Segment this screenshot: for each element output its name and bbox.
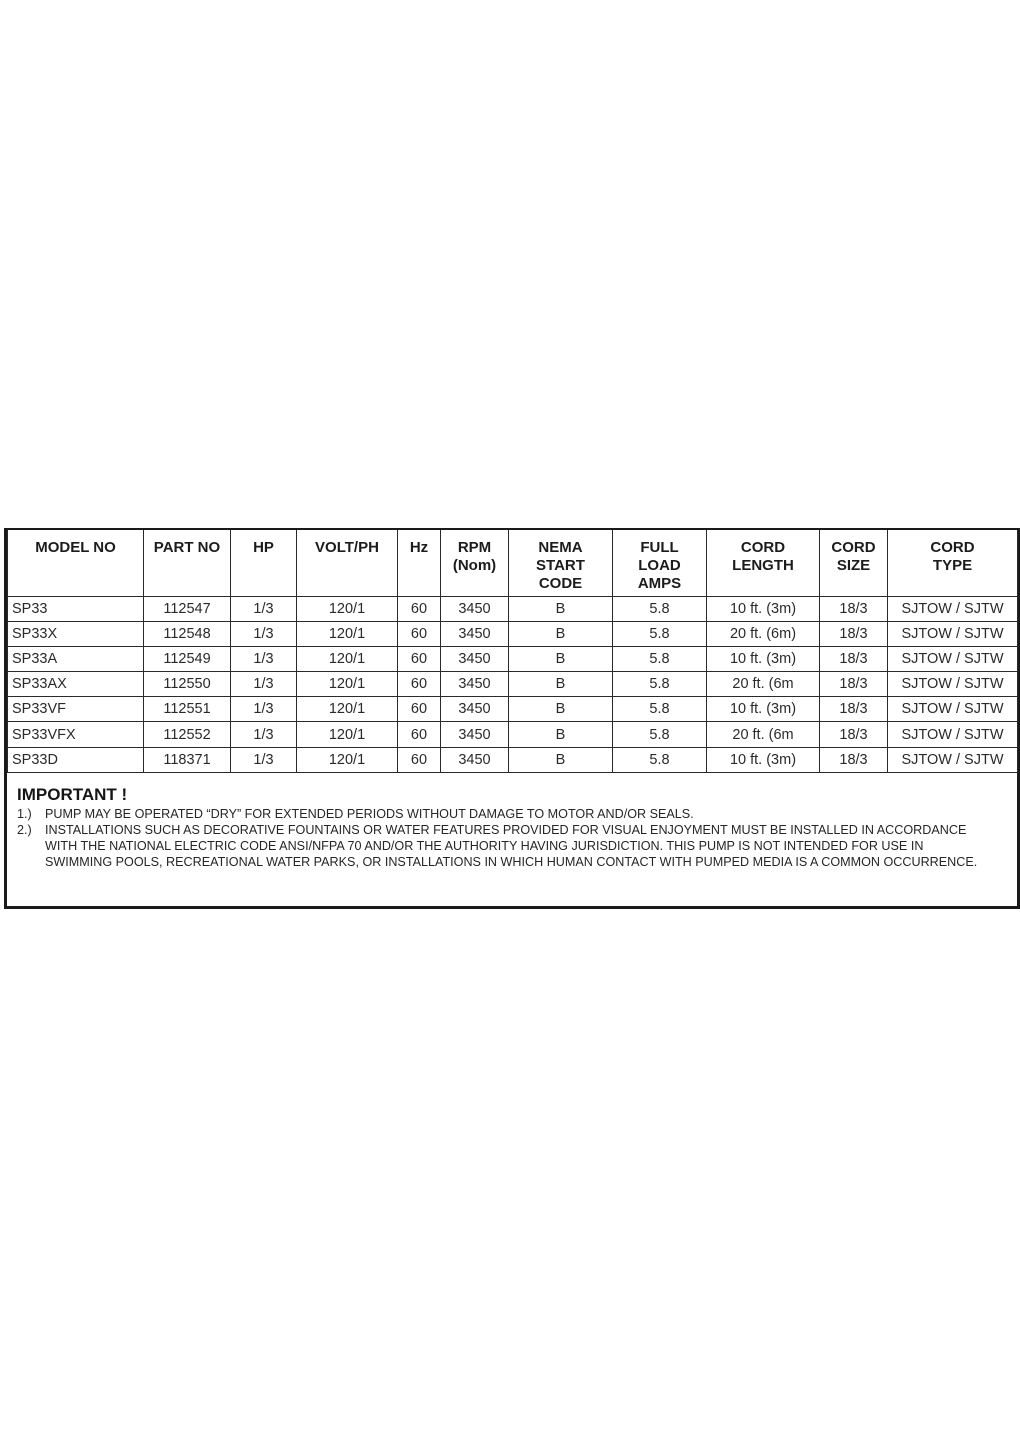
cell-part-no: 112552 (144, 722, 231, 747)
table-row (8, 596, 1018, 621)
cell-cord-length: 20 ft. (6m (707, 672, 820, 697)
note-line (17, 854, 1005, 870)
cell-nema-code: B (509, 697, 613, 722)
header-hp: HP (231, 530, 297, 596)
note-line (17, 822, 1005, 838)
cell-hp: 1/3 (231, 621, 297, 646)
header-cord-length: CORD LENGTH (707, 530, 820, 596)
cell-rpm: 3450 (441, 722, 509, 747)
cell-hz: 60 (398, 596, 441, 621)
cell-part-no: 118371 (144, 747, 231, 772)
cell-rpm: 3450 (441, 747, 509, 772)
header-rpm: RPM (Nom) (441, 530, 509, 596)
cell-volt-ph: 120/1 (297, 672, 398, 697)
cell-volt-ph: 120/1 (297, 747, 398, 772)
cell-nema-code: B (509, 646, 613, 671)
cell-hz: 60 (398, 621, 441, 646)
cell-model-no: SP33VF (8, 697, 144, 722)
cell-cord-type: SJTOW / SJTW (888, 697, 1018, 722)
cell-cord-length: 20 ft. (6m (707, 722, 820, 747)
table-row (8, 646, 1018, 671)
cell-model-no: SP33D (8, 747, 144, 772)
cell-part-no: 112549 (144, 646, 231, 671)
pump-spec-table (7, 530, 1018, 773)
cell-full-load-amps: 5.8 (613, 646, 707, 671)
header-cord-type: CORD TYPE (888, 530, 1018, 596)
cell-cord-size: 18/3 (820, 621, 888, 646)
cell-cord-type: SJTOW / SJTW (888, 621, 1018, 646)
cell-cord-size: 18/3 (820, 596, 888, 621)
cell-volt-ph: 120/1 (297, 722, 398, 747)
cell-rpm: 3450 (441, 646, 509, 671)
cell-full-load-amps: 5.8 (613, 747, 707, 772)
cell-hp: 1/3 (231, 646, 297, 671)
cell-hz: 60 (398, 672, 441, 697)
cell-hz: 60 (398, 697, 441, 722)
cell-nema-code: B (509, 672, 613, 697)
note-number: 1.) (17, 806, 32, 821)
header-volt-ph: VOLT/PH (297, 530, 398, 596)
cell-hp: 1/3 (231, 747, 297, 772)
cell-volt-ph: 120/1 (297, 621, 398, 646)
cell-hp: 1/3 (231, 722, 297, 747)
cell-cord-length: 10 ft. (3m) (707, 747, 820, 772)
cell-part-no: 112551 (144, 697, 231, 722)
table-body (8, 596, 1018, 772)
note-number: 2.) (17, 822, 32, 837)
cell-model-no: SP33 (8, 596, 144, 621)
cell-rpm: 3450 (441, 697, 509, 722)
cell-cord-size: 18/3 (820, 672, 888, 697)
cell-nema-code: B (509, 722, 613, 747)
cell-part-no: 112547 (144, 596, 231, 621)
cell-hz: 60 (398, 646, 441, 671)
important-heading: IMPORTANT ! (17, 784, 128, 804)
header-full-load-amps: FULL LOAD AMPS (613, 530, 707, 596)
cell-model-no: SP33VFX (8, 722, 144, 747)
table-row (8, 697, 1018, 722)
table-header-row (8, 530, 1018, 596)
cell-volt-ph: 120/1 (297, 646, 398, 671)
cell-rpm: 3450 (441, 672, 509, 697)
cell-model-no: SP33A (8, 646, 144, 671)
cell-cord-length: 20 ft. (6m) (707, 621, 820, 646)
important-notes (7, 773, 1017, 870)
cell-hp: 1/3 (231, 697, 297, 722)
cell-cord-length: 10 ft. (3m) (707, 697, 820, 722)
note-line (17, 806, 1005, 822)
cell-full-load-amps: 5.8 (613, 596, 707, 621)
cell-cord-type: SJTOW / SJTW (888, 646, 1018, 671)
note-text: WITH THE NATIONAL ELECTRIC CODE ANSI/NFPA 70 AND/OR THE AUTHORITY HAVING JURISDICTION. THIS PUMP IS NOT INTENDED FOR USE IN (45, 838, 924, 853)
cell-cord-length: 10 ft. (3m) (707, 596, 820, 621)
cell-full-load-amps: 5.8 (613, 722, 707, 747)
cell-hz: 60 (398, 722, 441, 747)
cell-cord-size: 18/3 (820, 747, 888, 772)
cell-cord-type: SJTOW / SJTW (888, 596, 1018, 621)
cell-cord-length: 10 ft. (3m) (707, 646, 820, 671)
table-row (8, 722, 1018, 747)
cell-cord-type: SJTOW / SJTW (888, 722, 1018, 747)
cell-model-no: SP33X (8, 621, 144, 646)
header-nema-start-code: NEMA START CODE (509, 530, 613, 596)
note-number (17, 854, 45, 870)
cell-part-no: 112550 (144, 672, 231, 697)
cell-full-load-amps: 5.8 (613, 672, 707, 697)
note-line (17, 838, 1005, 854)
cell-volt-ph: 120/1 (297, 596, 398, 621)
cell-hp: 1/3 (231, 596, 297, 621)
cell-cord-size: 18/3 (820, 697, 888, 722)
cell-full-load-amps: 5.8 (613, 697, 707, 722)
cell-part-no: 112548 (144, 621, 231, 646)
cell-cord-size: 18/3 (820, 646, 888, 671)
note-text: INSTALLATIONS SUCH AS DECORATIVE FOUNTAINS OR WATER FEATURES PROVIDED FOR VISUAL ENJOYMENT MUST BE INSTALLED IN ACCORDANCE (45, 822, 967, 837)
note-text: SWIMMING POOLS, RECREATIONAL WATER PARKS, OR INSTALLATIONS IN WHICH HUMAN CONTACT WITH PUMPED MEDIA IS A COMMON OCCURRENCE. (45, 854, 978, 869)
cell-cord-type: SJTOW / SJTW (888, 747, 1018, 772)
notes-list (17, 806, 1005, 870)
cell-rpm: 3450 (441, 621, 509, 646)
header-hz: Hz (398, 530, 441, 596)
cell-cord-size: 18/3 (820, 722, 888, 747)
cell-nema-code: B (509, 621, 613, 646)
header-cord-size: CORD SIZE (820, 530, 888, 596)
cell-nema-code: B (509, 596, 613, 621)
table-row (8, 621, 1018, 646)
note-text: PUMP MAY BE OPERATED “DRY” FOR EXTENDED PERIODS WITHOUT DAMAGE TO MOTOR AND/OR SEALS. (45, 806, 694, 821)
spec-sheet-box (4, 528, 1020, 909)
cell-nema-code: B (509, 747, 613, 772)
cell-model-no: SP33AX (8, 672, 144, 697)
table-row (8, 672, 1018, 697)
cell-hz: 60 (398, 747, 441, 772)
cell-volt-ph: 120/1 (297, 697, 398, 722)
cell-full-load-amps: 5.8 (613, 621, 707, 646)
header-part-no: PART NO (144, 530, 231, 596)
cell-rpm: 3450 (441, 596, 509, 621)
table-row (8, 747, 1018, 772)
cell-cord-type: SJTOW / SJTW (888, 672, 1018, 697)
header-model-no: MODEL NO (8, 530, 144, 596)
cell-hp: 1/3 (231, 672, 297, 697)
note-number (17, 838, 45, 854)
